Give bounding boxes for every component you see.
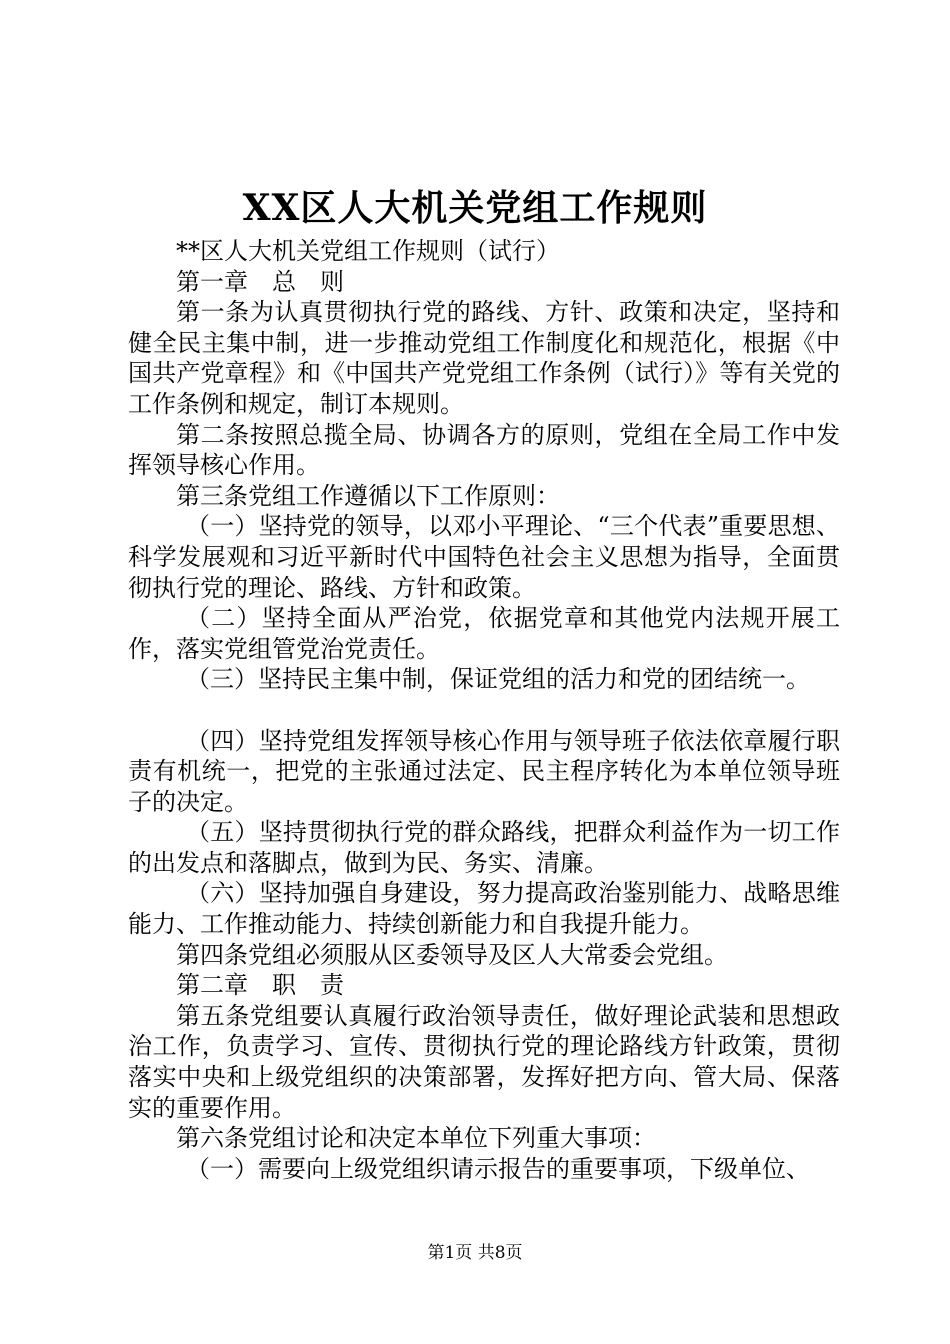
paragraph: 第三条党组工作遵循以下工作原则： <box>176 481 560 510</box>
paragraph: （一）坚持党的领导，以邓小平理论、“三个代表”重要思想、科学发展观和习近平新时代中国特色社会主义思想为指导，全面贯彻执行党的理论、路线、方针和政策。 <box>128 512 840 602</box>
paragraph: （三）坚持民主集中制，保证党组的活力和党的团结统一。 <box>186 665 810 694</box>
paragraph: 第六条党组讨论和决定本单位下列重大事项： <box>176 1124 656 1153</box>
paragraph: （四）坚持党组发挥领导核心作用与领导班子依法依章履行职责有机统一，把党的主张通过法定、民主程序转化为本单位领导班子的决定。 <box>128 726 840 816</box>
paragraph: （二）坚持全面从严治党，依据党章和其他党内法规开展工作，落实党组管党治党责任。 <box>128 604 840 663</box>
paragraph: （五）坚持贯彻执行党的群众路线，把群众利益作为一切工作的出发点和落脚点，做到为民、务实、清廉。 <box>128 818 840 877</box>
paragraph: 第四条党组必须服从区委领导及区人大常委会党组。 <box>176 940 728 969</box>
paragraph: 第二条按照总揽全局、协调各方的原则，党组在全局工作中发挥领导核心作用。 <box>128 420 840 480</box>
paragraph: （一）需要向上级党组织请示报告的重要事项，下级单位、 <box>186 1154 810 1183</box>
paragraph: 第一条为认真贯彻执行党的路线、方针、政策和决定，坚持和健全民主集中制，进一步推动党组工作制度化和规范化，根据《中国共产党章程》和《中国共产党党组工作条例（试行）》等有关党的工作条例和规定，制订本规则。 <box>128 298 840 418</box>
paragraph: **区人大机关党组工作规则（试行） <box>176 237 560 265</box>
document-title: XX区人大机关党组工作规则 <box>242 187 708 229</box>
blank-line <box>128 695 840 726</box>
document-body <box>128 236 840 1184</box>
paragraph: 第一章 总 则 <box>176 267 344 296</box>
paragraph: 第二章 职 责 <box>176 971 344 1000</box>
paragraph: 第五条党组要认真履行政治领导责任，做好理论武装和思想政治工作，负责学习、宣传、贯彻执行党的理论路线方针政策，贯彻落实中央和上级党组织的决策部署，发挥好把方向、管大局、保落实的重要作用。 <box>128 1001 840 1122</box>
page-footer: 第1页 共8页 <box>427 1243 523 1263</box>
paragraph: （六）坚持加强自身建设，努力提高政治鉴别能力、战略思维能力、工作推动能力、持续创新能力和自我提升能力。 <box>128 879 840 939</box>
